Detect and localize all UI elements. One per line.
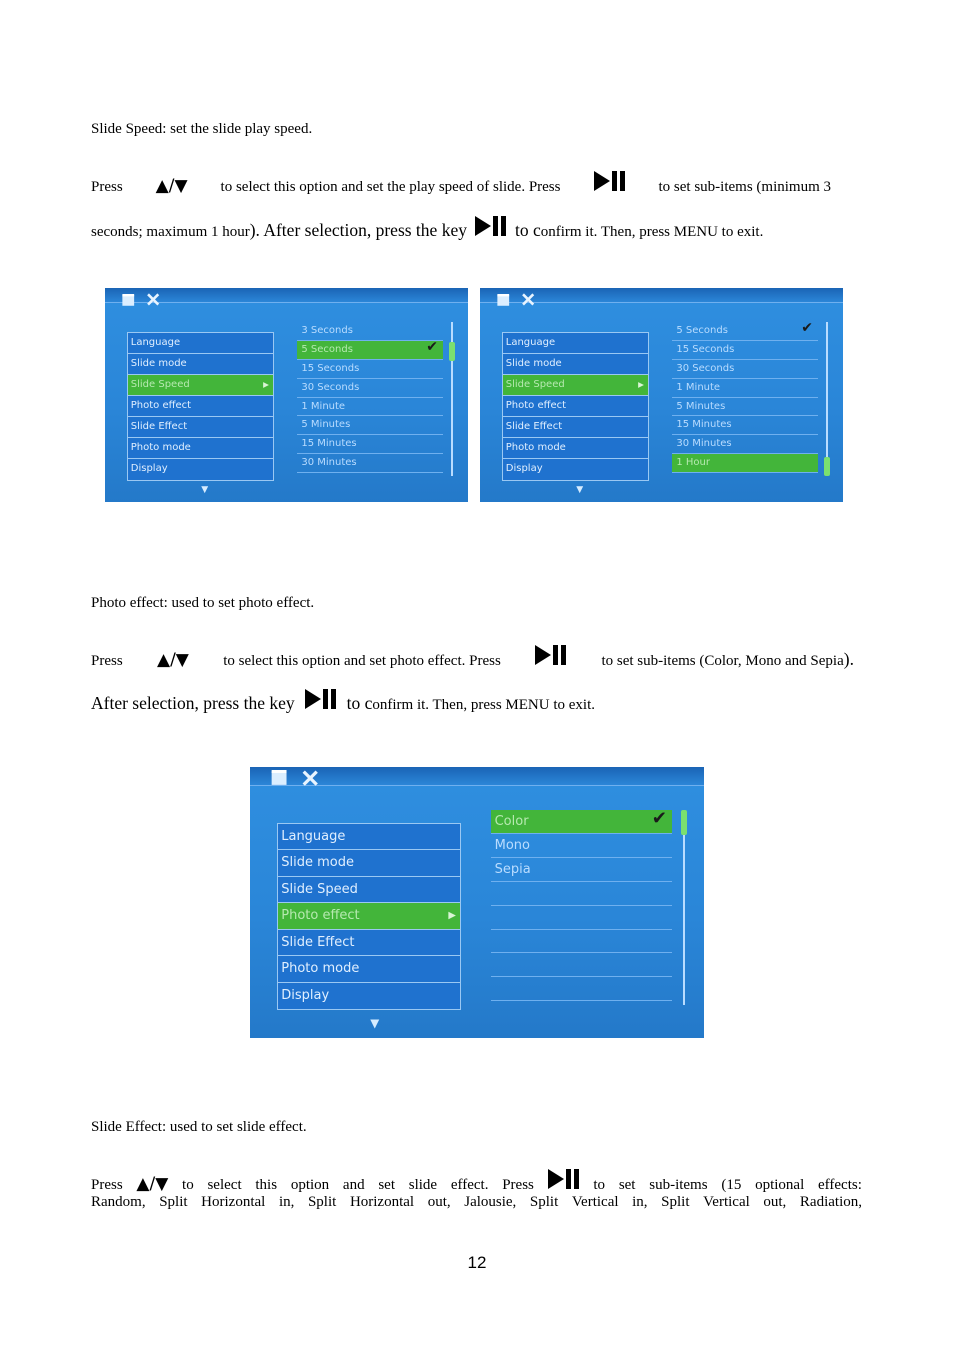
options-list bbox=[297, 322, 442, 473]
up-down-arrows-icon: ▲/▼ bbox=[136, 1174, 169, 1194]
folder-icon bbox=[121, 291, 136, 310]
check-icon: ✔ bbox=[651, 807, 668, 829]
menu-item[interactable]: Slide Effect bbox=[503, 417, 648, 438]
line-text: to c bbox=[346, 693, 373, 713]
photo-effect-screenshot bbox=[250, 767, 704, 1038]
option-item[interactable]: 30 Minutes bbox=[672, 435, 817, 454]
scrollbar-thumb[interactable] bbox=[681, 810, 687, 834]
play-pause-icon bbox=[475, 216, 507, 241]
down-arrow-icon[interactable]: ▼ bbox=[576, 484, 584, 495]
option-item[interactable]: 1 Minute bbox=[297, 398, 442, 417]
slide-effect-line2 bbox=[91, 1194, 862, 1211]
down-arrow-icon[interactable]: ▼ bbox=[370, 1016, 380, 1031]
slide-speed-screenshot-1 bbox=[105, 288, 468, 502]
options-list bbox=[491, 807, 673, 1001]
menu-item[interactable]: Photo effect ▶ bbox=[278, 903, 460, 930]
menu-item[interactable]: Photo effect bbox=[503, 396, 648, 417]
option-item[interactable] bbox=[491, 906, 673, 930]
option-item[interactable]: Mono bbox=[491, 834, 673, 858]
word: Random, bbox=[91, 1194, 146, 1210]
play-pause-icon bbox=[535, 645, 567, 670]
slide-speed-heading: Slide Speed: set the slide play speed. bbox=[91, 121, 313, 137]
word: in, bbox=[632, 1194, 648, 1210]
word: Radiation, bbox=[799, 1194, 862, 1210]
word: effects: bbox=[818, 1177, 862, 1193]
option-item[interactable]: 5 Seconds bbox=[672, 322, 817, 341]
page-number: 12 bbox=[467, 1253, 487, 1272]
check-icon: ✔ bbox=[426, 339, 438, 356]
word: to bbox=[593, 1177, 606, 1193]
down-arrow-icon[interactable]: ▼ bbox=[201, 484, 209, 495]
word: option bbox=[290, 1177, 330, 1193]
word: set bbox=[378, 1177, 395, 1193]
word: slide bbox=[408, 1177, 438, 1193]
folder-icon bbox=[496, 291, 511, 310]
line-text: seconds; maximum 1 hour bbox=[91, 224, 250, 240]
folder-icon bbox=[270, 770, 288, 789]
slide-effect-heading: Slide Effect: used to set slide effect. bbox=[91, 1119, 307, 1135]
word: Split bbox=[661, 1194, 690, 1210]
menu-item[interactable]: Photo mode bbox=[128, 438, 273, 459]
scrollbar-thumb[interactable] bbox=[449, 342, 455, 361]
menu-item[interactable]: Slide Speed ▶ bbox=[128, 375, 273, 396]
option-item[interactable]: 30 Seconds bbox=[297, 379, 442, 398]
line-text: onfirm it. Then, press MENU to exit. bbox=[540, 224, 764, 240]
option-item[interactable]: 30 Minutes bbox=[297, 454, 442, 473]
word: Vertical bbox=[703, 1194, 750, 1210]
tools-icon bbox=[300, 770, 320, 790]
option-item[interactable]: 15 Minutes bbox=[672, 416, 817, 435]
scrollbar[interactable] bbox=[826, 322, 828, 476]
word: Split bbox=[307, 1194, 337, 1210]
line-text: to select this option and set photo effect. Press bbox=[223, 653, 501, 669]
settings-menu bbox=[127, 332, 274, 481]
menu-item[interactable]: Slide Effect bbox=[278, 930, 460, 957]
play-pause-icon bbox=[305, 689, 337, 714]
menu-item[interactable]: Display bbox=[128, 459, 273, 480]
menu-item[interactable]: Language bbox=[503, 333, 648, 354]
word: out, bbox=[427, 1194, 451, 1210]
line-text: to set sub-items (minimum 3 bbox=[658, 179, 831, 195]
photo-effect-line1 bbox=[91, 645, 854, 670]
menu-item[interactable]: Slide Speed ▶ bbox=[503, 375, 648, 396]
menu-item[interactable]: Slide mode bbox=[278, 850, 460, 877]
menu-item[interactable]: Display bbox=[503, 459, 648, 480]
slide-speed-line1 bbox=[91, 171, 831, 196]
scrollbar[interactable] bbox=[683, 810, 685, 1005]
word: Split bbox=[159, 1194, 188, 1210]
line-text: to set sub-items (Color, Mono and Sepia bbox=[601, 653, 844, 669]
option-item[interactable] bbox=[491, 977, 673, 1001]
menu-item[interactable]: Slide Effect bbox=[128, 417, 273, 438]
word: in, bbox=[278, 1194, 295, 1210]
line-text: ). After selection, press the key bbox=[249, 220, 467, 240]
option-item[interactable]: Color bbox=[491, 810, 673, 834]
up-down-arrows-icon: ▲/▼ bbox=[157, 650, 189, 670]
menu-item[interactable]: Language bbox=[278, 824, 460, 851]
option-item[interactable]: 1 Hour bbox=[672, 454, 817, 473]
line-text: to select this option and set the play speed of slide. Press bbox=[220, 179, 561, 195]
scrollbar-thumb[interactable] bbox=[824, 457, 830, 476]
tools-icon bbox=[520, 291, 536, 310]
option-item[interactable] bbox=[491, 930, 673, 954]
option-item[interactable]: 3 Seconds bbox=[297, 322, 442, 341]
line-text: to c bbox=[514, 220, 541, 240]
menu-item[interactable]: Slide mode bbox=[503, 354, 648, 375]
check-icon: ✔ bbox=[801, 320, 813, 337]
word: out, bbox=[763, 1194, 787, 1210]
option-item[interactable] bbox=[491, 953, 673, 977]
word: this bbox=[255, 1177, 278, 1193]
option-item[interactable]: 1 Minute bbox=[672, 379, 817, 398]
settings-menu bbox=[277, 823, 461, 1011]
word: select bbox=[207, 1177, 242, 1193]
option-item[interactable]: 15 Minutes bbox=[297, 435, 442, 454]
word: effect. bbox=[450, 1177, 489, 1193]
menu-item[interactable]: Display bbox=[278, 983, 460, 1010]
word: Jalousie, bbox=[464, 1194, 517, 1210]
press-text: Press bbox=[91, 653, 123, 669]
word: Press bbox=[502, 1177, 534, 1193]
word: Horizontal bbox=[349, 1194, 415, 1210]
play-pause-icon bbox=[594, 171, 626, 196]
word: to bbox=[182, 1177, 194, 1193]
settings-menu bbox=[502, 332, 649, 481]
photo-effect-heading: Photo effect: used to set photo effect. bbox=[91, 595, 315, 611]
option-item[interactable]: 5 Minutes bbox=[672, 398, 817, 417]
menu-item[interactable]: Photo mode bbox=[503, 438, 648, 459]
menu-item[interactable]: Slide mode bbox=[128, 354, 273, 375]
menu-item[interactable]: Language bbox=[128, 333, 273, 354]
line-text: ). bbox=[843, 649, 854, 669]
up-down-arrows-icon: ▲/▼ bbox=[155, 176, 188, 196]
word: sub-items bbox=[649, 1177, 708, 1193]
line-text: After selection, press the key bbox=[91, 693, 295, 713]
options-list bbox=[672, 322, 817, 473]
option-item[interactable]: 15 Seconds bbox=[672, 341, 817, 360]
slide-speed-line2 bbox=[91, 216, 763, 241]
menu-item[interactable]: Slide Speed bbox=[278, 877, 460, 904]
slide-speed-screenshot-2 bbox=[480, 288, 843, 502]
word: set bbox=[618, 1177, 636, 1193]
photo-effect-line2 bbox=[91, 689, 595, 714]
word: and bbox=[342, 1177, 365, 1193]
slide-effect-line1 bbox=[91, 1169, 862, 1194]
option-item[interactable]: 30 Seconds bbox=[672, 360, 817, 379]
tools-icon bbox=[145, 291, 161, 310]
option-item[interactable]: Sepia bbox=[491, 858, 673, 882]
menu-item[interactable]: Photo mode bbox=[278, 956, 460, 983]
play-pause-icon bbox=[548, 1169, 580, 1194]
press-text: Press bbox=[91, 179, 123, 195]
option-item[interactable]: 15 Seconds bbox=[297, 360, 442, 379]
word: Split bbox=[529, 1194, 559, 1210]
option-item[interactable] bbox=[491, 882, 673, 906]
word: Vertical bbox=[571, 1194, 619, 1210]
option-item[interactable]: 5 Seconds bbox=[297, 341, 442, 360]
word: optional bbox=[755, 1177, 805, 1193]
menu-item[interactable]: Photo effect bbox=[128, 396, 273, 417]
line-text: onfirm it. Then, press MENU to exit. bbox=[372, 697, 595, 713]
word: (15 bbox=[721, 1177, 742, 1193]
word: Press bbox=[91, 1177, 123, 1193]
option-item[interactable]: 5 Minutes bbox=[297, 416, 442, 435]
word: Horizontal bbox=[201, 1194, 266, 1210]
